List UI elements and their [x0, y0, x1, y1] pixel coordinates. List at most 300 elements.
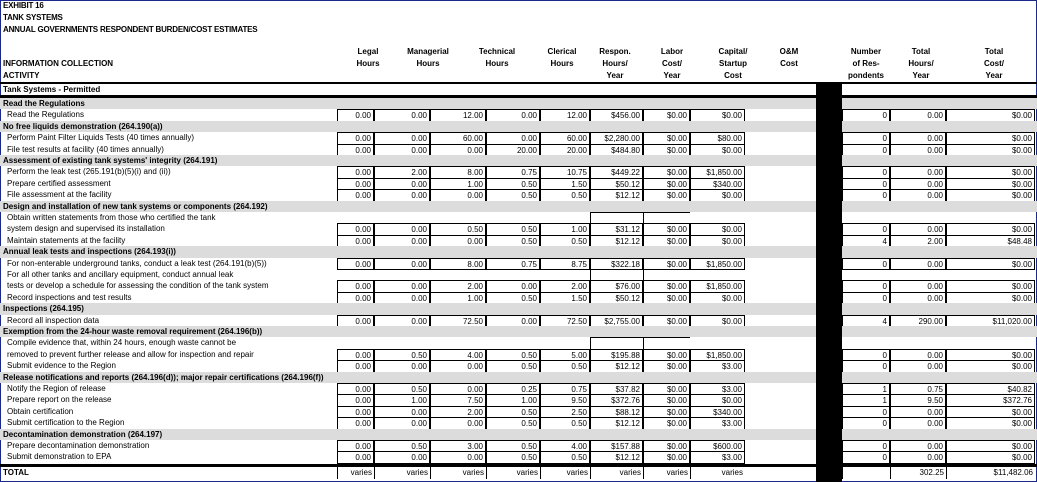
- column-header-line: Hours: [485, 59, 509, 68]
- column-header-line: pondents: [848, 71, 884, 80]
- value-cell: 1.00: [374, 394, 430, 406]
- value-cell: 0: [842, 166, 890, 178]
- column-header-line: Respon.: [599, 47, 631, 56]
- total-row: [0, 467, 1037, 478]
- table-row: [0, 166, 1037, 177]
- value-cell: 8.00: [430, 166, 486, 178]
- value-cell: $0.00: [946, 417, 1035, 429]
- value-cell: varies: [540, 467, 590, 479]
- value-cell: 0.00: [890, 258, 946, 270]
- value-cell: 1.00: [430, 178, 486, 190]
- value-cell: $1,850.00: [690, 258, 745, 270]
- value-cell: 0.00: [337, 235, 374, 247]
- table-row: [0, 132, 1037, 143]
- value-cell: 72.50: [430, 315, 486, 327]
- value-cell: $1,850.00: [690, 166, 745, 178]
- value-cell: 0.00: [337, 223, 374, 235]
- value-cell: 0.50: [486, 223, 540, 235]
- value-cell: $0.00: [643, 349, 690, 361]
- value-cell: 0.00: [430, 383, 486, 395]
- value-cell: 0: [842, 292, 890, 304]
- value-cell: 2.00: [430, 280, 486, 292]
- total-label: TOTAL: [3, 467, 29, 477]
- section-header: [0, 98, 1037, 109]
- value-cell: 0.00: [337, 406, 374, 418]
- section-title: No free liquids demonstration (264.190(a)): [3, 121, 163, 131]
- value-cell: 0.00: [374, 292, 430, 304]
- column-header-respon: [590, 46, 640, 82]
- column-header-line: Cost/: [662, 59, 682, 68]
- value-cell: 0.00: [337, 440, 374, 452]
- table-row: [0, 337, 1037, 360]
- value-cell: $0.00: [643, 315, 690, 327]
- value-cell: 4.00: [540, 440, 590, 452]
- value-cell: 0.00: [374, 360, 430, 372]
- value-cell: 0: [842, 417, 890, 429]
- column-header-legal: [343, 46, 393, 82]
- value-cell: 0.50: [486, 440, 540, 452]
- column-header-labor: [647, 46, 697, 82]
- value-cell: 0: [842, 440, 890, 452]
- value-cell: 0.50: [540, 451, 590, 463]
- value-cell: 2.00: [374, 166, 430, 178]
- value-cell: 0.50: [486, 178, 540, 190]
- column-header-activity: [3, 58, 113, 82]
- table-row: [0, 144, 1037, 155]
- value-cell: 290.00: [890, 315, 946, 327]
- value-cell: $0.00: [690, 189, 745, 201]
- row-label: For non-enterable underground tanks, conduct a leak test (264.191(b)(5)): [7, 258, 267, 268]
- value-cell: $0.00: [946, 451, 1035, 463]
- value-cell: $0.00: [690, 109, 745, 121]
- value-cell: 0.00: [890, 406, 946, 418]
- value-cell: 9.50: [890, 394, 946, 406]
- row-label: Obtain written statements from those who certified the tank: [7, 213, 216, 222]
- value-cell: $50.12: [590, 178, 643, 190]
- row-label: Record all inspection data: [7, 315, 100, 325]
- value-cell: 72.50: [540, 315, 590, 327]
- column-header-line: Cost: [780, 59, 798, 68]
- value-cell: 0: [842, 406, 890, 418]
- value-cell: $0.00: [946, 349, 1035, 361]
- value-cell: $0.00: [690, 292, 745, 304]
- value-cell: $0.00: [643, 235, 690, 247]
- value-cell: $449.22: [590, 166, 643, 178]
- row-label: File assessment at the facility: [7, 190, 112, 200]
- value-cell: $0.00: [946, 166, 1035, 178]
- value-cell: $0.00: [690, 223, 745, 235]
- value-cell: 3.00: [430, 440, 486, 452]
- value-cell: 0: [842, 280, 890, 292]
- value-cell: 0.00: [337, 132, 374, 144]
- value-cell: $0.00: [643, 280, 690, 292]
- value-cell: $3.00: [690, 417, 745, 429]
- column-header-line: Managerial: [407, 47, 449, 56]
- value-cell: 0.00: [337, 109, 374, 121]
- value-cell: $0.00: [946, 292, 1035, 304]
- value-cell: 0.00: [374, 315, 430, 327]
- value-cell: $1,850.00: [690, 280, 745, 292]
- value-cell: 0.00: [374, 132, 430, 144]
- value-cell: $340.00: [690, 178, 745, 190]
- column-header-managerial: [398, 46, 458, 82]
- value-cell: 0: [842, 178, 890, 190]
- value-cell: 0.50: [540, 235, 590, 247]
- value-cell: 0.75: [486, 258, 540, 270]
- value-cell: $0.00: [643, 406, 690, 418]
- value-cell: 0.00: [430, 451, 486, 463]
- value-cell: 0.50: [374, 383, 430, 395]
- value-cell: 0.00: [337, 178, 374, 190]
- empty-cell: [590, 337, 643, 349]
- column-header-respondents: [836, 46, 896, 82]
- value-cell: $0.00: [946, 280, 1035, 292]
- column-header-total-hours: [896, 46, 946, 82]
- value-cell: 0.00: [430, 144, 486, 156]
- value-cell: 1: [842, 383, 890, 395]
- value-cell: $0.00: [946, 223, 1035, 235]
- value-cell: 4.00: [430, 349, 486, 361]
- value-cell: 0.00: [374, 258, 430, 270]
- table-row: [0, 109, 1037, 120]
- value-cell: $195.88: [590, 349, 643, 361]
- table-row: [0, 315, 1037, 326]
- row-label: Submit evidence to the Region: [7, 361, 116, 371]
- value-cell: $1,850.00: [690, 349, 745, 361]
- value-cell: $600.00: [690, 440, 745, 452]
- value-cell: $0.00: [690, 315, 745, 327]
- table-row: [0, 440, 1037, 451]
- value-cell: $0.00: [643, 451, 690, 463]
- empty-cell: [590, 212, 643, 224]
- value-cell: $50.12: [590, 292, 643, 304]
- value-cell: 0: [842, 258, 890, 270]
- value-cell: 0.50: [486, 349, 540, 361]
- value-cell: 0.00: [890, 166, 946, 178]
- row-label: Maintain statements at the facility: [7, 235, 126, 245]
- value-cell: $0.00: [643, 166, 690, 178]
- table-row: [0, 383, 1037, 394]
- column-header-capital: [708, 46, 758, 82]
- value-cell: 12.00: [540, 109, 590, 121]
- column-header-line: Cost: [724, 71, 742, 80]
- value-cell: 0.00: [486, 132, 540, 144]
- table-row: [0, 451, 1037, 462]
- column-header-line: Year: [912, 71, 930, 80]
- section-header: [0, 246, 1037, 257]
- column-header-line: Legal: [357, 47, 379, 56]
- value-cell: 2.00: [430, 406, 486, 418]
- value-cell: 0.00: [337, 144, 374, 156]
- value-cell: varies: [690, 467, 745, 479]
- column-header-line: Number: [850, 47, 882, 56]
- value-cell: 0: [842, 189, 890, 201]
- value-cell: varies: [374, 467, 430, 479]
- value-cell: 0.00: [890, 451, 946, 463]
- value-cell: $0.00: [643, 383, 690, 395]
- value-cell: $0.00: [643, 109, 690, 121]
- table-row: [0, 212, 1037, 235]
- row-label: Submit demonstration to EPA: [7, 452, 112, 462]
- value-cell: 0.00: [374, 178, 430, 190]
- value-cell: $0.00: [643, 360, 690, 372]
- row-label: Obtain certification: [7, 406, 74, 416]
- value-cell: $484.80: [590, 144, 643, 156]
- column-header-line: Hours/: [602, 59, 628, 68]
- value-cell: 0.00: [890, 178, 946, 190]
- value-cell: 0.00: [430, 235, 486, 247]
- value-cell: 0.00: [890, 189, 946, 201]
- value-cell: 0.00: [890, 223, 946, 235]
- row-label: Notify the Region of release: [7, 384, 106, 393]
- value-cell: $340.00: [690, 406, 745, 418]
- section-header: [0, 201, 1037, 212]
- value-cell: 0.75: [540, 383, 590, 395]
- value-cell: 0.00: [890, 417, 946, 429]
- value-cell: $0.00: [643, 178, 690, 190]
- section-title: Release notifications and reports (264.196(d)); major repair certifications (264.196(f)): [3, 372, 324, 382]
- value-cell: 0.00: [337, 189, 374, 201]
- value-cell: $0.00: [946, 144, 1035, 156]
- table-row: [0, 360, 1037, 371]
- value-cell: $12.12: [590, 189, 643, 201]
- value-cell: 0.00: [337, 360, 374, 372]
- value-cell: $0.00: [946, 258, 1035, 270]
- value-cell: 0: [842, 109, 890, 121]
- value-cell: 5.00: [540, 349, 590, 361]
- empty-cell: [643, 337, 690, 349]
- value-cell: 0.50: [486, 360, 540, 372]
- section-header: [0, 326, 1037, 337]
- section-title: Annual leak tests and inspections (264.193(i)): [3, 247, 176, 257]
- value-cell: 0.50: [486, 417, 540, 429]
- value-cell: 0: [842, 223, 890, 235]
- value-cell: 4: [842, 235, 890, 247]
- value-cell: $0.00: [643, 144, 690, 156]
- value-cell: 2.00: [540, 280, 590, 292]
- value-cell: 0.00: [337, 451, 374, 463]
- section-title: Design and installation of new tank systems or components (264.192): [3, 201, 268, 211]
- section-header: [0, 303, 1037, 314]
- row-label: tests or develop a schedule for assessing the condition of the tank system: [7, 281, 269, 291]
- value-cell: 0.00: [374, 223, 430, 235]
- value-cell: 0.00: [337, 315, 374, 327]
- value-cell: 8.00: [430, 258, 486, 270]
- section-title: Exemption from the 24-hour waste removal requirement (264.196(b)): [3, 327, 263, 336]
- value-cell: 0: [842, 132, 890, 144]
- value-cell: $37.82: [590, 383, 643, 395]
- table-row: [0, 189, 1037, 200]
- value-cell: 0.00: [337, 258, 374, 270]
- value-cell: $80.00: [690, 132, 745, 144]
- column-header-line: Capital/: [718, 47, 748, 56]
- empty-cell: [590, 269, 643, 281]
- row-label: Submit certification to the Region: [7, 418, 125, 428]
- value-cell: 0.00: [890, 440, 946, 452]
- value-cell: 7.50: [430, 394, 486, 406]
- row-label: Read the Regulations: [7, 110, 84, 120]
- value-cell: $0.00: [690, 235, 745, 247]
- value-cell: $0.00: [690, 394, 745, 406]
- table-row: [0, 406, 1037, 417]
- column-separator-bar: [816, 83, 842, 482]
- value-cell: $12.12: [590, 451, 643, 463]
- column-header-line: Year: [606, 71, 624, 80]
- value-cell: $0.00: [643, 440, 690, 452]
- value-cell: $0.00: [643, 417, 690, 429]
- value-cell: $40.82: [946, 383, 1035, 395]
- row-label: File test results at facility (40 times annually): [7, 144, 164, 154]
- value-cell: $372.76: [946, 394, 1035, 406]
- value-cell: $0.00: [946, 189, 1035, 201]
- value-cell: 0.75: [486, 166, 540, 178]
- value-cell: 20.00: [540, 144, 590, 156]
- column-header-total-cost: [969, 46, 1019, 82]
- value-cell: 0.00: [337, 280, 374, 292]
- column-header-line: Startup: [719, 59, 747, 68]
- value-cell: 0.50: [486, 189, 540, 201]
- value-cell: 0.50: [540, 360, 590, 372]
- value-cell: 1: [842, 394, 890, 406]
- value-cell: 8.75: [540, 258, 590, 270]
- row-label: Perform Paint Filter Liquids Tests (40 times annually): [7, 133, 195, 143]
- value-cell: 0.00: [890, 132, 946, 144]
- value-cell: 10.75: [540, 166, 590, 178]
- section-header: [0, 155, 1037, 166]
- row-label: system design and supervised its installation: [7, 224, 165, 234]
- value-cell: 0.00: [486, 109, 540, 121]
- value-cell: $11,020.00: [946, 315, 1035, 327]
- value-cell: 0.25: [486, 383, 540, 395]
- value-cell: 0.50: [374, 349, 430, 361]
- value-cell: 0.00: [337, 166, 374, 178]
- value-cell: $0.00: [643, 223, 690, 235]
- value-cell: 1.50: [540, 292, 590, 304]
- row-label: For all other tanks and ancillary equipment, conduct annual leak: [7, 270, 234, 279]
- value-cell: varies: [430, 467, 486, 479]
- value-cell: $0.00: [946, 109, 1035, 121]
- value-cell: 60.00: [430, 132, 486, 144]
- value-cell: 0: [842, 360, 890, 372]
- value-cell: varies: [643, 467, 690, 479]
- value-cell: $0.00: [946, 440, 1035, 452]
- column-header-line: Hours: [550, 59, 574, 68]
- exhibit-number: EXHIBIT 16: [3, 1, 44, 10]
- section-title: Decontamination demonstration (264.197): [3, 429, 163, 439]
- column-header-line: Year: [663, 71, 681, 80]
- table-title-row: [0, 84, 1037, 95]
- table-row: [0, 235, 1037, 246]
- value-cell: 0.00: [374, 235, 430, 247]
- value-cell: 0.00: [337, 349, 374, 361]
- value-cell: $3.00: [690, 360, 745, 372]
- value-cell: 1.00: [486, 394, 540, 406]
- column-header-clerical: [537, 46, 587, 82]
- value-cell: 20.00: [486, 144, 540, 156]
- value-cell: $322.18: [590, 258, 643, 270]
- section-title: Inspections (264.195): [3, 304, 84, 314]
- value-cell: 0: [842, 349, 890, 361]
- value-cell: 0.00: [374, 144, 430, 156]
- value-cell: $2,280.00: [590, 132, 643, 144]
- column-header-line: Hours: [416, 59, 440, 68]
- exhibit-title: ANNUAL GOVERNMENTS RESPONDENT BURDEN/COST ESTIMATES: [3, 25, 258, 34]
- section-header: [0, 372, 1037, 383]
- value-cell: 2.50: [540, 406, 590, 418]
- row-label: Prepare report on the release: [7, 395, 112, 405]
- value-cell: 0.00: [430, 417, 486, 429]
- value-cell: 0.75: [890, 383, 946, 395]
- column-header-line: Year: [985, 71, 1003, 80]
- value-cell: 0.00: [890, 292, 946, 304]
- value-cell: varies: [590, 467, 643, 479]
- value-cell: $88.12: [590, 406, 643, 418]
- value-cell: $0.00: [946, 360, 1035, 372]
- value-cell: 0.00: [430, 189, 486, 201]
- value-cell: 60.00: [540, 132, 590, 144]
- value-cell: $48.48: [946, 235, 1035, 247]
- value-cell: $372.76: [590, 394, 643, 406]
- value-cell: 0.00: [430, 360, 486, 372]
- column-header-line: Total: [984, 47, 1004, 56]
- value-cell: 0: [842, 144, 890, 156]
- table-row: [0, 292, 1037, 303]
- value-cell: 0.50: [486, 292, 540, 304]
- value-cell: 1.50: [540, 178, 590, 190]
- column-header-line: ACTIVITY: [3, 71, 40, 80]
- value-cell: $0.00: [946, 406, 1035, 418]
- column-header-line: Hours: [356, 59, 380, 68]
- section-header: [0, 121, 1037, 132]
- value-cell: varies: [486, 467, 540, 479]
- section-title: Read the Regulations: [3, 99, 85, 108]
- column-header-line: Labor: [660, 47, 684, 56]
- row-label: Prepare decontamination demonstration: [7, 441, 150, 450]
- row-label: removed to prevent further release and allow for inspection and repair: [7, 349, 254, 359]
- value-cell: 0: [842, 451, 890, 463]
- value-cell: 0.00: [374, 406, 430, 418]
- value-cell: 0.50: [374, 440, 430, 452]
- column-header-line: Clerical: [547, 47, 577, 56]
- value-cell: 0.00: [337, 292, 374, 304]
- column-header-line: O&M: [779, 47, 799, 56]
- value-cell: varies: [337, 467, 374, 479]
- value-cell: $0.00: [643, 189, 690, 201]
- value-cell: $3.00: [690, 451, 745, 463]
- value-cell: $2,755.00: [590, 315, 643, 327]
- column-header-line: Technical: [478, 47, 516, 56]
- column-header-om: [769, 46, 809, 82]
- value-cell: 0.00: [486, 315, 540, 327]
- table-row: [0, 178, 1037, 189]
- value-cell: 0.00: [337, 394, 374, 406]
- value-cell: 0.50: [540, 417, 590, 429]
- value-cell: $0.00: [643, 292, 690, 304]
- value-cell: 0.50: [486, 235, 540, 247]
- row-label: Perform the leak test (265.191(b)(5)(i) and (ii)): [7, 167, 171, 177]
- value-cell: 0.50: [430, 223, 486, 235]
- value-cell: 0.00: [890, 109, 946, 121]
- value-cell: $31.12: [590, 223, 643, 235]
- table-row: [0, 394, 1037, 405]
- value-cell: $11,482.06: [946, 467, 1035, 479]
- row-label: Prepare certified assessment: [7, 178, 111, 188]
- value-cell: 12.00: [430, 109, 486, 121]
- value-cell: 0.00: [890, 280, 946, 292]
- value-cell: 0.00: [890, 360, 946, 372]
- table-row: [0, 258, 1037, 269]
- value-cell: 0.00: [890, 144, 946, 156]
